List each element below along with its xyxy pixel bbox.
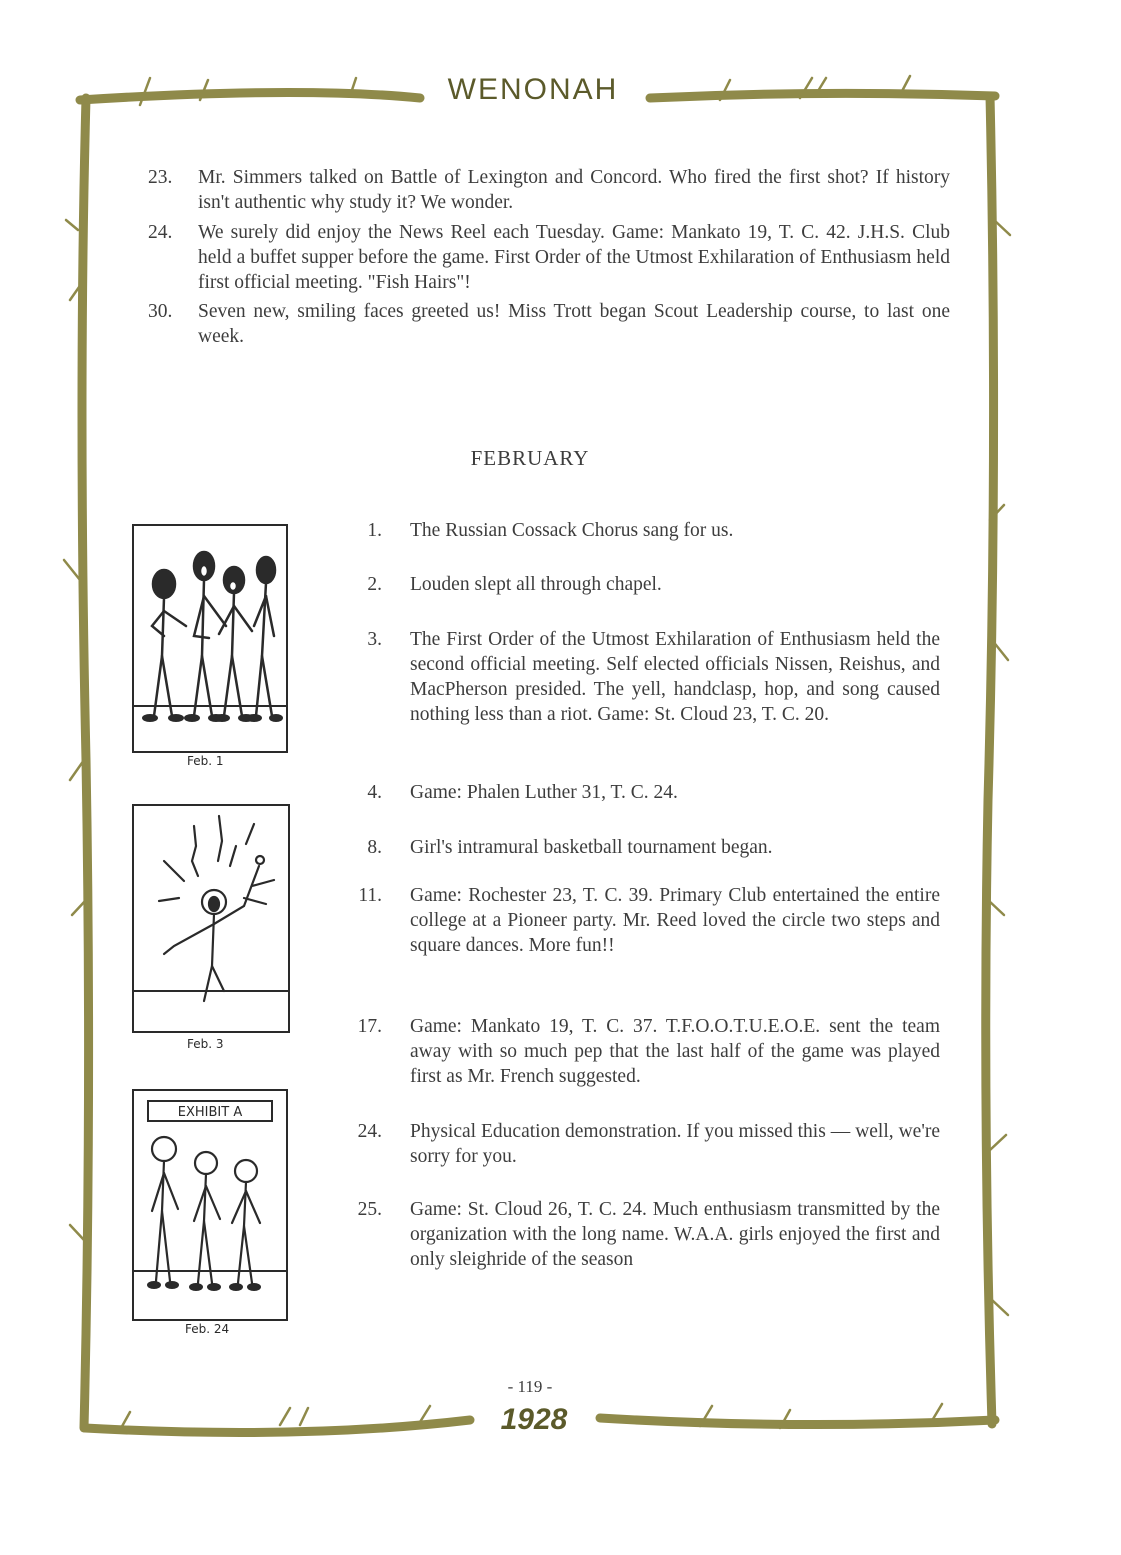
- entry-text: Game: St. Cloud 26, T. C. 24. Much enthusiasm transmitted by the organization with the long name. W.A.A. girls enjoyed the first and only sleighride of the season: [410, 1199, 940, 1270]
- page-number: - 119 -: [507, 1377, 553, 1396]
- cartoon-illustration: [132, 1089, 288, 1321]
- entry-text: Girl's intramural basketball tournament began.: [410, 837, 773, 858]
- cartoon-illustration: [132, 804, 290, 1033]
- cartoon-illustration: [132, 524, 288, 753]
- list-item: [352, 518, 940, 544]
- entry-text: We surely did enjoy the News Reel each Tuesday. Game: Mankato 19, T. C. 42. J.H.S. Club held a buffet supper before the game. First Order of the Utmost Exhilaration of Enthusiasm held first official meeting. "Fish Hairs"!: [198, 222, 950, 293]
- singers-drawing: [134, 526, 286, 751]
- entry-date: 11.: [358, 885, 382, 906]
- entry-date: 4.: [367, 782, 382, 803]
- list-item: [352, 627, 940, 752]
- entry-date: 30.: [148, 301, 173, 322]
- entry-date: 8.: [367, 837, 382, 858]
- running-title: WENONAH: [447, 73, 619, 106]
- list-item: [352, 1014, 940, 1089]
- list-item: [352, 835, 940, 861]
- list-item: [148, 165, 950, 215]
- month-heading: FEBRUARY: [470, 446, 590, 470]
- entry-date: 24.: [357, 1121, 382, 1142]
- entry-date: 3.: [367, 629, 382, 650]
- entry-date: 1.: [367, 520, 382, 541]
- list-item: [352, 780, 940, 806]
- illustration-caption: Feb. 3: [187, 1037, 224, 1051]
- footer-year: 1928: [500, 1403, 568, 1436]
- list-item: [352, 572, 940, 598]
- entry-date: 25.: [357, 1199, 382, 1220]
- illustration-caption: Feb. 24: [185, 1322, 230, 1336]
- entry-date: 2.: [367, 574, 382, 595]
- illustration-caption: Feb. 1: [187, 754, 224, 768]
- entry-date: 23.: [148, 167, 173, 188]
- entry-text: Game: Mankato 19, T. C. 37. T.F.O.O.T.U.E.O.E. sent the team away with so much pep that the last half of the game was played first as Mr. French suggested.: [410, 1016, 940, 1087]
- shouting-figure-drawing: [134, 806, 288, 1031]
- entry-text: The First Order of the Utmost Exhilaration of Enthusiasm held the second official meeting. Self elected officials Nissen, Reishus, and MacPherson presided. The yell, handclasp, hop, and song caused nothing less than a riot. Game: St. Cloud 23, T. C. 20.: [410, 629, 940, 725]
- entry-text: Game: Rochester 23, T. C. 39. Primary Club entertained the entire college at a Pioneer party. Mr. Reed loved the circle two steps and square dances. More fun!!: [410, 885, 940, 956]
- list-item: [352, 883, 940, 983]
- entry-text: Game: Phalen Luther 31, T. C. 24.: [410, 782, 678, 803]
- entry-text: Physical Education demonstration. If you missed this — well, we're sorry for you.: [410, 1121, 940, 1167]
- entry-text: The Russian Cossack Chorus sang for us.: [410, 520, 734, 541]
- entry-text: Mr. Simmers talked on Battle of Lexington and Concord. Who fired the first shot? If history isn't authentic why study it? We wonder.: [198, 167, 950, 213]
- entry-text: Louden slept all through chapel.: [410, 574, 662, 595]
- exhibit-a-drawing: [134, 1091, 286, 1319]
- list-item: [148, 299, 950, 349]
- list-item: [352, 1197, 940, 1272]
- entry-date: 24.: [148, 222, 173, 243]
- list-item: [148, 220, 950, 295]
- exhibit-sign-text: EXHIBIT A: [177, 1105, 243, 1120]
- entry-text: Seven new, smiling faces greeted us! Miss Trott began Scout Leadership course, to last one week.: [198, 301, 950, 347]
- entry-date: 17.: [357, 1016, 382, 1037]
- list-item: [352, 1119, 940, 1169]
